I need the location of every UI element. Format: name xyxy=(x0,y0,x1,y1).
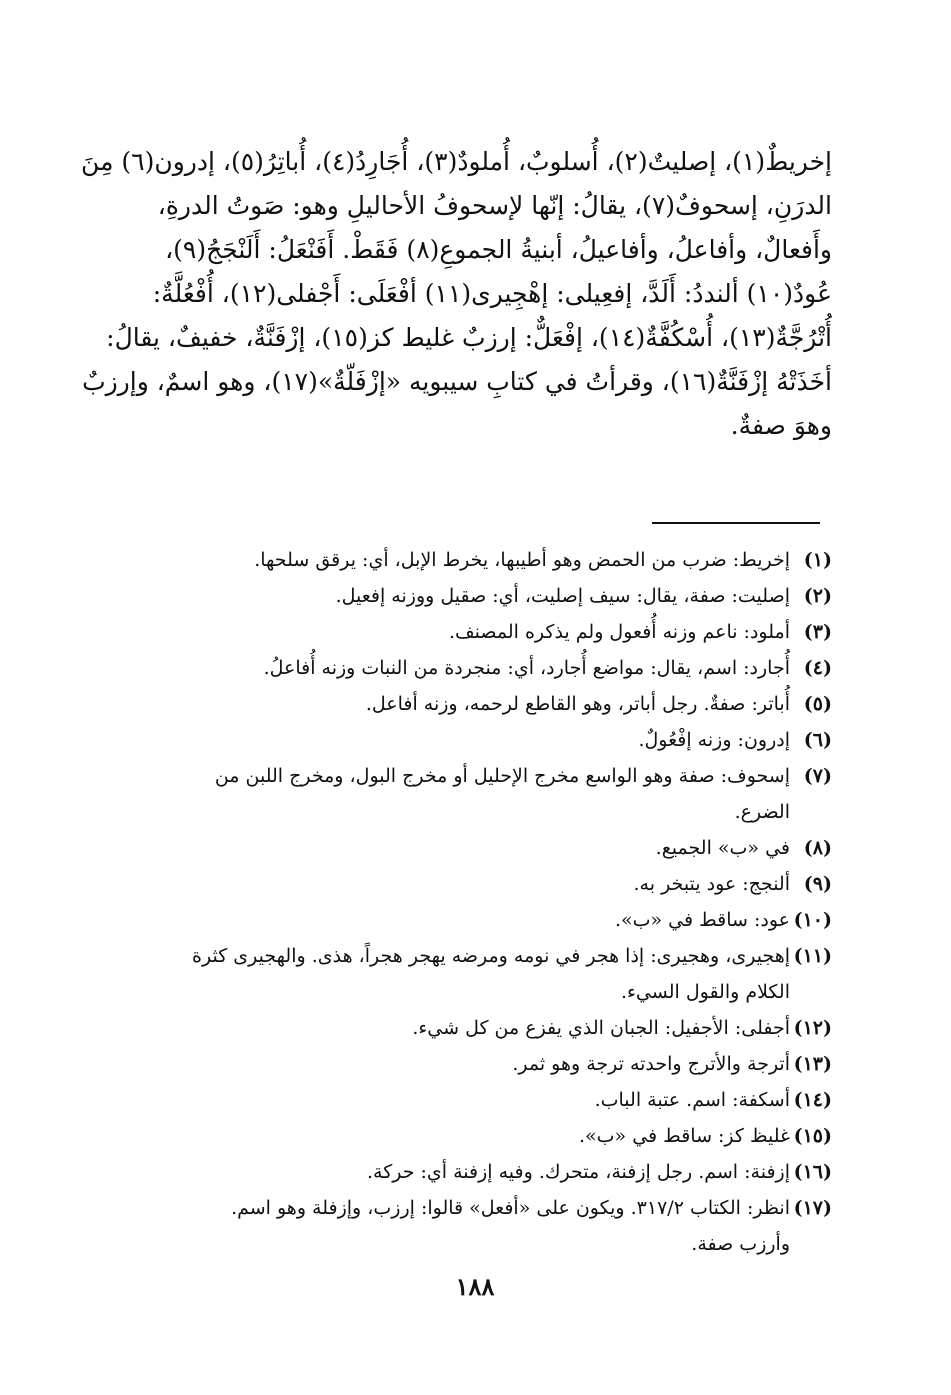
footnote xyxy=(132,1010,832,1046)
footnote-number: (٤) xyxy=(803,657,832,679)
footnote-text: إخريط: ضرب من الحمض وهو أطيبها، يخرط الإبل، أي: يرقق سلحها. xyxy=(254,549,790,571)
footnote xyxy=(132,1154,832,1190)
footnote xyxy=(132,686,832,722)
footnote-number: (١٣) xyxy=(793,1053,832,1075)
footnote-number: (٦) xyxy=(803,729,832,751)
footnote xyxy=(132,650,832,686)
footnote-body xyxy=(132,650,790,686)
footnote-body xyxy=(132,614,790,650)
footnote xyxy=(132,938,832,1010)
main-text xyxy=(81,140,832,448)
footnote-number: (١١) xyxy=(793,945,832,967)
footnote xyxy=(132,578,832,614)
footnote xyxy=(132,542,832,578)
footnote-number: (١٧) xyxy=(793,1197,832,1219)
footnotes xyxy=(132,542,832,1262)
footnote xyxy=(132,1046,832,1082)
footnote-text: أملود: ناعم وزنه أُفعول ولم يذكره المصنف. xyxy=(448,621,790,643)
footnote-body xyxy=(132,1190,790,1262)
footnote xyxy=(132,758,832,830)
footnote-body xyxy=(132,1010,790,1046)
footnote-text: الكلام والقول السيء. xyxy=(620,981,790,1003)
footnote-number: (٢) xyxy=(803,585,832,607)
footnote-text: غليظ كز: ساقط في «ب». xyxy=(578,1125,790,1147)
footnote-text: انظر: الكتاب ٣١٧/٢. ويكون على «أفعل» قالوا: إرزب، وإزفلة وهو اسم. xyxy=(231,1197,790,1219)
footnote-body xyxy=(132,1046,790,1082)
footnote-number: (٥) xyxy=(803,693,832,715)
footnote-number: (١) xyxy=(803,549,832,571)
footnote-body xyxy=(132,578,790,614)
footnote-body xyxy=(132,830,790,866)
footnote-body xyxy=(132,758,790,830)
footnote-text: إصليت: صفة، يقال: سيف إصليت، أي: صقيل ووزنه إفعيل. xyxy=(335,585,790,607)
footnote-body xyxy=(132,866,790,902)
footnote-text: ألنجج: عود يتبخر به. xyxy=(633,873,790,895)
footnote-body xyxy=(132,1118,790,1154)
footnote-number: (١٢) xyxy=(793,1017,832,1039)
footnote xyxy=(132,1118,832,1154)
footnote-text: عود: ساقط في «ب». xyxy=(614,909,790,931)
footnote xyxy=(132,866,832,902)
main-text-line: عُودٌ(١٠) ألنددُ: أَلَدَّ، إفعِيلى: إهْجِيرى(١١) أفْعَلَى: أَجْفلى(١٢)، أُفْعُلَّةٌ: xyxy=(152,279,832,308)
page-number: ١٨٨ xyxy=(455,1272,495,1301)
main-text-line: وهوَ صفةٌ. xyxy=(730,411,832,440)
footnote-number: (٨) xyxy=(803,837,832,859)
footnote-body xyxy=(132,1154,790,1190)
footnote-text: أترجة والأترج واحدته ترجة وهو ثمر. xyxy=(512,1053,790,1075)
footnote-body xyxy=(132,902,790,938)
footnote-number: (٩) xyxy=(803,873,832,895)
footnote-body xyxy=(132,542,790,578)
footnote-number: (١٦) xyxy=(793,1161,832,1183)
footnote-text: إدرون: وزنه إفْعُولٌ. xyxy=(638,729,790,751)
footnote-text: أُباتر: صفةٌ. رجل أباتر، وهو القاطع لرحمه، وزنه أفاعل. xyxy=(365,693,790,715)
footnote-body xyxy=(132,686,790,722)
footnote xyxy=(132,1190,832,1262)
footnote-separator xyxy=(652,522,820,524)
footnote-number: (٣) xyxy=(803,621,832,643)
footnote-text: إزفنة: اسم. رجل إزفنة، متحرك. وفيه إزفنة أي: حركة. xyxy=(366,1161,790,1183)
main-text-line: الدرَنِ، إسحوفٌ(٧)، يقالُ: إنّها لإسحوفُ الأحاليلِ وهو: صَوتُ الدرةِ، xyxy=(157,191,832,220)
footnote xyxy=(132,830,832,866)
footnote-text: في «ب» الجميع. xyxy=(655,837,790,859)
footnote xyxy=(132,722,832,758)
main-text-line: إخريطٌ(١)، إصليتٌ(٢)، أُسلوبٌ، أُملودٌ(٣)، أُجَارِدُ(٤)، أُباتِرُ(٥)، إدرون(٦) مِنَ xyxy=(81,147,832,176)
footnote xyxy=(132,902,832,938)
footnote-text: الضرع. xyxy=(734,801,790,823)
footnote-text: إهجيرى، وهجيرى: إذا هجر في نومه ومرضه يهجر هجراً، هذى. والهجيرى كثرة xyxy=(192,945,790,967)
footnote-text: وأرزب صفة. xyxy=(691,1233,790,1255)
footnote-body xyxy=(132,1082,790,1118)
main-text-line: وأَفعالٌ، وأفاعلُ، وأفاعيلُ، أبنيةُ الجموعِ(٨) فَقَطْ. أَفَنْعَلُ: أَلَنْجَجُ(٩)، xyxy=(165,235,832,264)
footnote-number: (١٠) xyxy=(793,909,832,931)
footnote-body xyxy=(132,722,790,758)
footnote-text: أسكفة: اسم. عتبة الباب. xyxy=(594,1089,790,1111)
footnote-text: أُجارد: اسم، يقال: مواضع أُجارد، أي: منجردة من النبات وزنه أُفاعلُ. xyxy=(263,657,790,679)
footnote-number: (١٤) xyxy=(793,1089,832,1111)
footnote-body xyxy=(132,938,790,1010)
footnote-text: إسحوف: صفة وهو الواسع مخرج الإحليل أو مخرج البول، ومخرج اللبن من xyxy=(214,765,790,787)
footnote-text: أجفلى: الأجفيل: الجبان الذي يفزع من كل شيء. xyxy=(412,1017,790,1039)
main-text-line: أخَذَتْهُ إزْفَنَّةٌ(١٦)، وقرأتُ في كتابِ سيبويه «إزْفَلّةٌ»(١٧)، وهو اسمٌ، وإرزبٌ xyxy=(82,367,832,396)
footnote-number: (٧) xyxy=(803,765,832,787)
footnote-number: (١٥) xyxy=(793,1125,832,1147)
footnote xyxy=(132,1082,832,1118)
main-text-line: أُتْرُجَّةٌ(١٣)، أُسْكُفَّةٌ(١٤)، إفْعَلٌّ: إرزبٌ غليط كز(١٥)، إزْفَنَّةٌ، خفيفٌ، يقالُ: xyxy=(106,323,832,352)
footnote xyxy=(132,614,832,650)
